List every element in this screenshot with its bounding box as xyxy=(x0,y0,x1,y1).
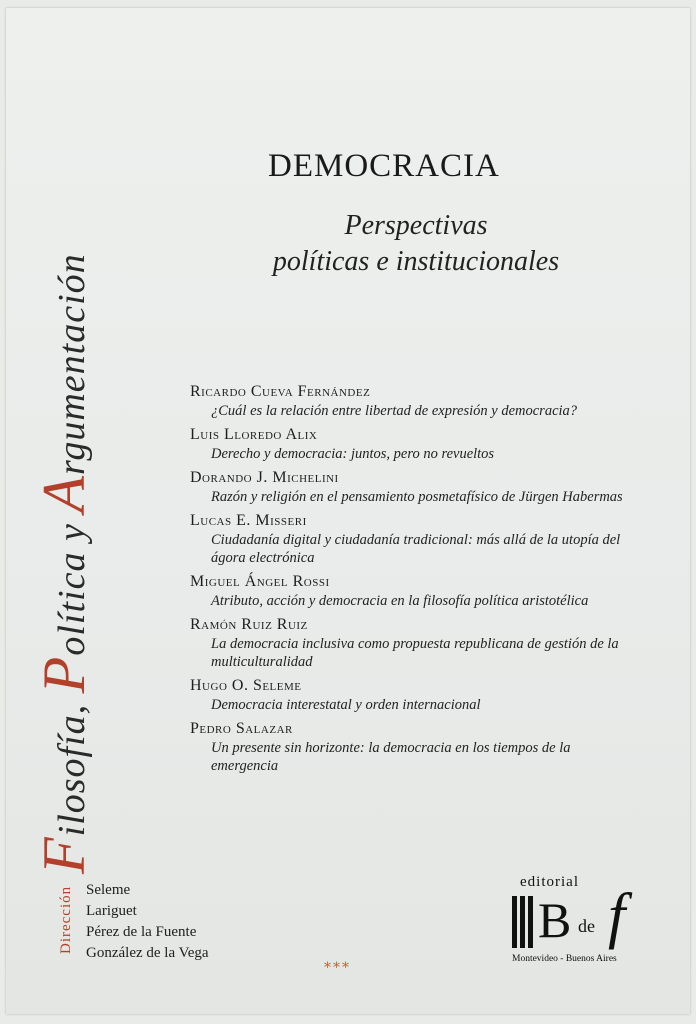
series-word-filosofia: ilosofía, xyxy=(51,703,93,837)
contribution-title: Atributo, acción y democracia en la filosofía política aristotélica xyxy=(211,593,589,609)
contribution-title: La democracia inclusiva como propuesta republicana de gestión de la multiculturalidad xyxy=(211,636,619,670)
contributor-entry xyxy=(190,719,630,775)
contributor-name: Ramón Ruiz Ruiz xyxy=(190,616,308,633)
contribution-title: Democracia interestatal y orden internacional xyxy=(211,697,481,713)
director-name: Lariguet xyxy=(86,903,137,919)
contributor-name: Luis Lloredo Alix xyxy=(190,426,318,443)
subtitle-line-1: Perspectivas xyxy=(344,210,488,241)
contributor-name: Pedro Salazar xyxy=(190,720,293,737)
contributor-name: Hugo O. Seleme xyxy=(190,677,302,694)
contributor-name: Lucas E. Misseri xyxy=(190,512,307,529)
contributor-entry xyxy=(190,615,630,671)
series-title xyxy=(24,0,104,874)
direction-label: Dirección xyxy=(58,885,74,954)
contribution-title: Un presente sin horizonte: la democracia en los tiempos de la emergencia xyxy=(211,740,571,774)
direction-names xyxy=(86,880,209,964)
publisher-logo xyxy=(512,874,642,974)
series-word-argumentacion: rgumentación xyxy=(51,253,93,476)
contributor-entry xyxy=(190,425,630,463)
publisher-bars-icon xyxy=(512,896,534,948)
series-word-politica: olítica xyxy=(51,551,93,656)
ornament-stars: *** xyxy=(324,960,351,976)
contribution-title: Ciudadanía digital y ciudadanía tradicional: más allá de la utopía del ágora electrónica xyxy=(211,532,621,566)
publisher-cities: Montevideo - Buenos Aires xyxy=(512,954,617,964)
contribution-title: Razón y religión en el pensamiento posmetafísico de Jürgen Habermas xyxy=(211,489,623,505)
contribution-title: ¿Cuál es la relación entre libertad de expresión y democracia? xyxy=(211,403,578,419)
series-initial-a: A xyxy=(31,475,97,513)
contributor-name: Dorando J. Michelini xyxy=(190,469,339,486)
contributors-list xyxy=(190,382,630,780)
contribution-title: Derecho y democracia: juntos, pero no revueltos xyxy=(211,446,495,462)
director-name: Seleme xyxy=(86,882,131,898)
book-subtitle xyxy=(206,208,626,280)
contributor-entry xyxy=(190,572,630,610)
contributor-entry xyxy=(190,468,630,506)
contributor-entry xyxy=(190,382,630,420)
contributor-name: Miguel Ángel Rossi xyxy=(190,573,330,590)
book-cover xyxy=(6,8,690,1014)
book-title: DEMOCRACIA xyxy=(268,148,500,184)
director-name: González de la Vega xyxy=(86,945,209,961)
contributor-entry xyxy=(190,511,630,567)
contributor-name: Ricardo Cueva Fernández xyxy=(190,383,371,400)
series-initial-p: P xyxy=(31,655,97,694)
publisher-editorial-label: editorial xyxy=(520,874,579,890)
director-name: Pérez de la Fuente xyxy=(86,924,197,940)
series-initial-f: F xyxy=(31,836,97,874)
series-word-y: y xyxy=(51,523,93,542)
publisher-logo-b: B xyxy=(538,892,572,948)
contributor-entry xyxy=(190,676,630,714)
publisher-logo-de: de xyxy=(578,916,595,936)
publisher-logo-f: f xyxy=(608,882,626,950)
subtitle-line-2: políticas e institucionales xyxy=(272,246,560,277)
